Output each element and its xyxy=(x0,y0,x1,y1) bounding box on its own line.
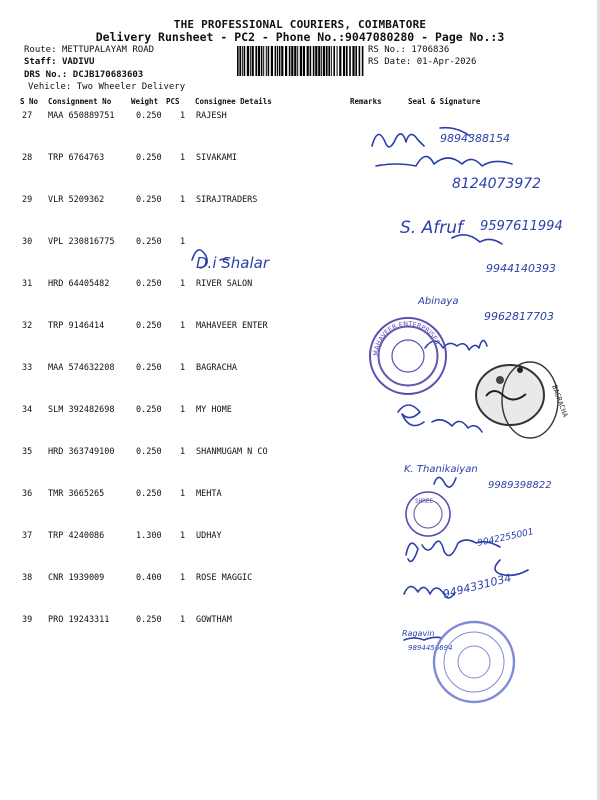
consignee-name: SIVAKAMI xyxy=(196,153,237,163)
weight: 0.250 xyxy=(136,447,162,457)
table-row xyxy=(0,531,600,551)
consignee-name: RIVER SALON xyxy=(196,279,253,289)
table-row xyxy=(0,153,600,173)
pieces: 1 xyxy=(180,489,186,499)
consignment-number: MAA 574632208 xyxy=(48,363,115,373)
handwriting-phone-row36: 9989398822 xyxy=(488,480,552,491)
weight: 0.250 xyxy=(136,489,162,499)
weight: 0.250 xyxy=(136,405,162,415)
runsheet-title: Delivery Runsheet - PC2 - Phone No.:9047080280 - Page No.:3 xyxy=(95,30,505,44)
rs-date: RS Date: 01-Apr-2026 xyxy=(368,57,477,67)
weight: 0.250 xyxy=(136,363,162,373)
pieces: 1 xyxy=(180,279,186,289)
table-row xyxy=(0,447,600,467)
serial-number: 34 xyxy=(22,405,33,415)
barcode-bar xyxy=(252,46,254,76)
consignment-number: TRP 4240086 xyxy=(48,531,105,541)
barcode-bar xyxy=(271,46,273,76)
barcode-bar xyxy=(294,46,296,76)
stamp-bagracha-text: BAGRACHA xyxy=(550,383,570,419)
col-pcs: PCS xyxy=(166,97,180,106)
barcode-bar xyxy=(339,46,341,76)
handwriting-phone-row28: 8124073972 xyxy=(452,176,542,192)
consignment-number: PRO 19243311 xyxy=(48,615,110,625)
table-row xyxy=(0,615,600,635)
barcode xyxy=(237,46,365,76)
weight: 0.250 xyxy=(136,279,162,289)
weight: 0.250 xyxy=(136,153,162,163)
barcode-bar xyxy=(297,46,298,76)
consignment-number: VPL 230816775 xyxy=(48,237,115,247)
barcode-bar xyxy=(275,46,277,76)
weight: 0.400 xyxy=(136,573,162,583)
barcode-bar xyxy=(291,46,293,76)
barcode-bar xyxy=(281,46,283,76)
barcode-bar xyxy=(237,46,239,76)
handwriting-name-row39: Ragavin xyxy=(402,629,435,638)
serial-number: 29 xyxy=(22,195,33,205)
barcode-bar xyxy=(337,46,338,76)
weight: 0.250 xyxy=(136,321,162,331)
consignment-number: HRD 363749100 xyxy=(48,447,115,457)
staff-value: VADIVU xyxy=(61,57,95,67)
consignee-name: SHANMUGAM N CO xyxy=(196,447,268,457)
table-row xyxy=(0,363,600,383)
handwriting-phone-row39: 9894456694 xyxy=(408,644,453,652)
handwriting-phone-row27: 9894388154 xyxy=(440,132,510,145)
barcode-bar xyxy=(247,46,249,76)
consignee-name: UDHAY xyxy=(196,531,222,541)
consignment-number: TRP 9146414 xyxy=(48,321,105,331)
pieces: 1 xyxy=(180,363,186,373)
barcode-bar xyxy=(333,46,335,76)
barcode-bar xyxy=(362,46,364,76)
serial-number: 31 xyxy=(22,279,33,289)
weight: 0.250 xyxy=(136,111,162,121)
pieces: 1 xyxy=(180,615,186,625)
consignee-name: MY HOME xyxy=(196,405,232,415)
consignment-number: HRD 64405482 xyxy=(48,279,110,289)
barcode-bar xyxy=(355,46,357,76)
staff-line xyxy=(24,57,94,67)
barcode-bar xyxy=(346,46,348,76)
stamp-mahaveer-text: MAHAVEER ENTERPRISES xyxy=(371,319,442,357)
drs-label: DRS No.: xyxy=(24,70,68,80)
serial-number: 38 xyxy=(22,573,33,583)
serial-number: 35 xyxy=(22,447,33,457)
consignee-name: MEHTA xyxy=(196,489,222,499)
col-remarks: Remarks xyxy=(350,97,382,106)
serial-number: 30 xyxy=(22,237,33,247)
drs-value: DCJB170683603 xyxy=(72,70,144,80)
barcode-bar xyxy=(263,46,264,76)
serial-number: 36 xyxy=(22,489,33,499)
consignee-name: MAHAVEER ENTER xyxy=(196,321,268,331)
weight: 1.300 xyxy=(136,531,162,541)
pieces: 1 xyxy=(180,447,186,457)
handwriting-phone2-row29: 9944140393 xyxy=(486,262,556,275)
handwriting-phone-row38: 9494331034 xyxy=(441,571,513,601)
pieces: 1 xyxy=(180,195,186,205)
consignment-number: CNR 1939009 xyxy=(48,573,105,583)
stamp-shree-text: SHREE xyxy=(415,498,434,505)
weight: 0.250 xyxy=(136,195,162,205)
rs-number: RS No.: 1706836 xyxy=(368,45,450,55)
barcode-bar xyxy=(315,46,317,76)
barcode-bar xyxy=(352,46,354,76)
handwriting-phone-row37: 9042255001 xyxy=(476,527,535,549)
route-value: METTUPALAYAM ROAD xyxy=(61,45,155,55)
barcode-bar xyxy=(331,46,332,76)
barcode-bar xyxy=(300,46,302,76)
signature-row27 xyxy=(372,134,424,147)
barcode-bar xyxy=(242,46,243,76)
table-row xyxy=(0,279,600,299)
serial-number: 37 xyxy=(22,531,33,541)
barcode-bar xyxy=(268,46,270,76)
signature-row32 xyxy=(425,340,487,350)
consignee-name: SIRAJTRADERS xyxy=(196,195,258,205)
serial-number: 32 xyxy=(22,321,33,331)
consignee-name: GOWTHAM xyxy=(196,615,232,625)
barcode-bar xyxy=(310,46,312,76)
barcode-bar xyxy=(313,46,315,76)
table-row xyxy=(0,573,600,593)
barcode-bar xyxy=(343,46,345,76)
table-row xyxy=(0,111,600,131)
route-line xyxy=(24,45,154,55)
barcode-bar xyxy=(250,46,251,76)
consignment-number: SLM 392482698 xyxy=(48,405,115,415)
col-consignment: Consignment No xyxy=(48,97,112,106)
handwriting-name-row32: Abinaya xyxy=(418,296,459,307)
barcode-bar xyxy=(359,46,361,76)
pieces: 1 xyxy=(180,573,186,583)
pieces: 1 xyxy=(180,321,186,331)
vehicle-line: Vehicle: Two Wheeler Delivery xyxy=(28,82,186,92)
barcode-bar xyxy=(326,46,328,76)
table-row xyxy=(0,237,600,257)
barcode-bar xyxy=(277,46,278,76)
consignee-name: BAGRACHA xyxy=(196,363,237,373)
consignee-name: ROSE MAGGIC xyxy=(196,573,253,583)
handwriting-name-row36: K. Thanikaiyan xyxy=(404,464,478,475)
table-row xyxy=(0,489,600,509)
handwriting-signature-row29: S. Afruf xyxy=(400,218,463,238)
barcode-bar xyxy=(321,46,322,76)
barcode-bar xyxy=(289,46,291,76)
serial-number: 27 xyxy=(22,111,33,121)
consignee-name: RAJESH xyxy=(196,111,227,121)
handwriting-phone-row32: 9962817703 xyxy=(484,310,554,323)
consignment-number: TRP 6764763 xyxy=(48,153,105,163)
barcode-bar xyxy=(307,46,309,76)
route-label: Route: xyxy=(24,45,57,55)
barcode-bar xyxy=(244,46,246,76)
signature-row36 xyxy=(434,477,456,487)
weight: 0.250 xyxy=(136,237,162,247)
handwriting-signature-row30: D.i Shalar xyxy=(196,254,270,272)
barcode-bar xyxy=(266,46,267,76)
barcode-bar xyxy=(261,46,263,76)
pieces: 1 xyxy=(180,531,186,541)
barcode-bar xyxy=(323,46,325,76)
pieces: 1 xyxy=(180,111,186,121)
barcode-bar xyxy=(279,46,281,76)
consignment-number: MAA 650889751 xyxy=(48,111,115,121)
barcode-bar xyxy=(255,46,257,76)
barcode-bar xyxy=(258,46,260,76)
barcode-bar xyxy=(239,46,241,76)
barcode-bar xyxy=(318,46,320,76)
serial-number: 28 xyxy=(22,153,33,163)
pieces: 1 xyxy=(180,153,186,163)
barcode-bar xyxy=(349,46,351,76)
barcode-bar xyxy=(328,46,330,76)
table-row xyxy=(0,405,600,425)
serial-number: 33 xyxy=(22,363,33,373)
consignment-number: VLR 5209362 xyxy=(48,195,105,205)
pieces: 1 xyxy=(180,237,186,247)
pieces: 1 xyxy=(180,405,186,415)
handwriting-phone-row29: 9597611994 xyxy=(480,219,563,234)
signature-row39 xyxy=(404,637,442,640)
consignment-number: TMR 3665265 xyxy=(48,489,105,499)
serial-number: 39 xyxy=(22,615,33,625)
company-title: THE PROFESSIONAL COURIERS, COIMBATORE xyxy=(173,18,427,31)
barcode-bar xyxy=(285,46,287,76)
staff-label: Staff: xyxy=(24,57,57,67)
col-consignee: Consignee Details xyxy=(195,97,272,106)
table-row xyxy=(0,195,600,215)
drs-line xyxy=(24,70,143,80)
barcode-bar xyxy=(303,46,305,76)
col-sno: S No xyxy=(20,97,39,106)
table-row xyxy=(0,321,600,341)
weight: 0.250 xyxy=(136,615,162,625)
col-weight: Weight xyxy=(131,97,159,106)
col-seal-signature: Seal & Signature xyxy=(408,97,481,106)
